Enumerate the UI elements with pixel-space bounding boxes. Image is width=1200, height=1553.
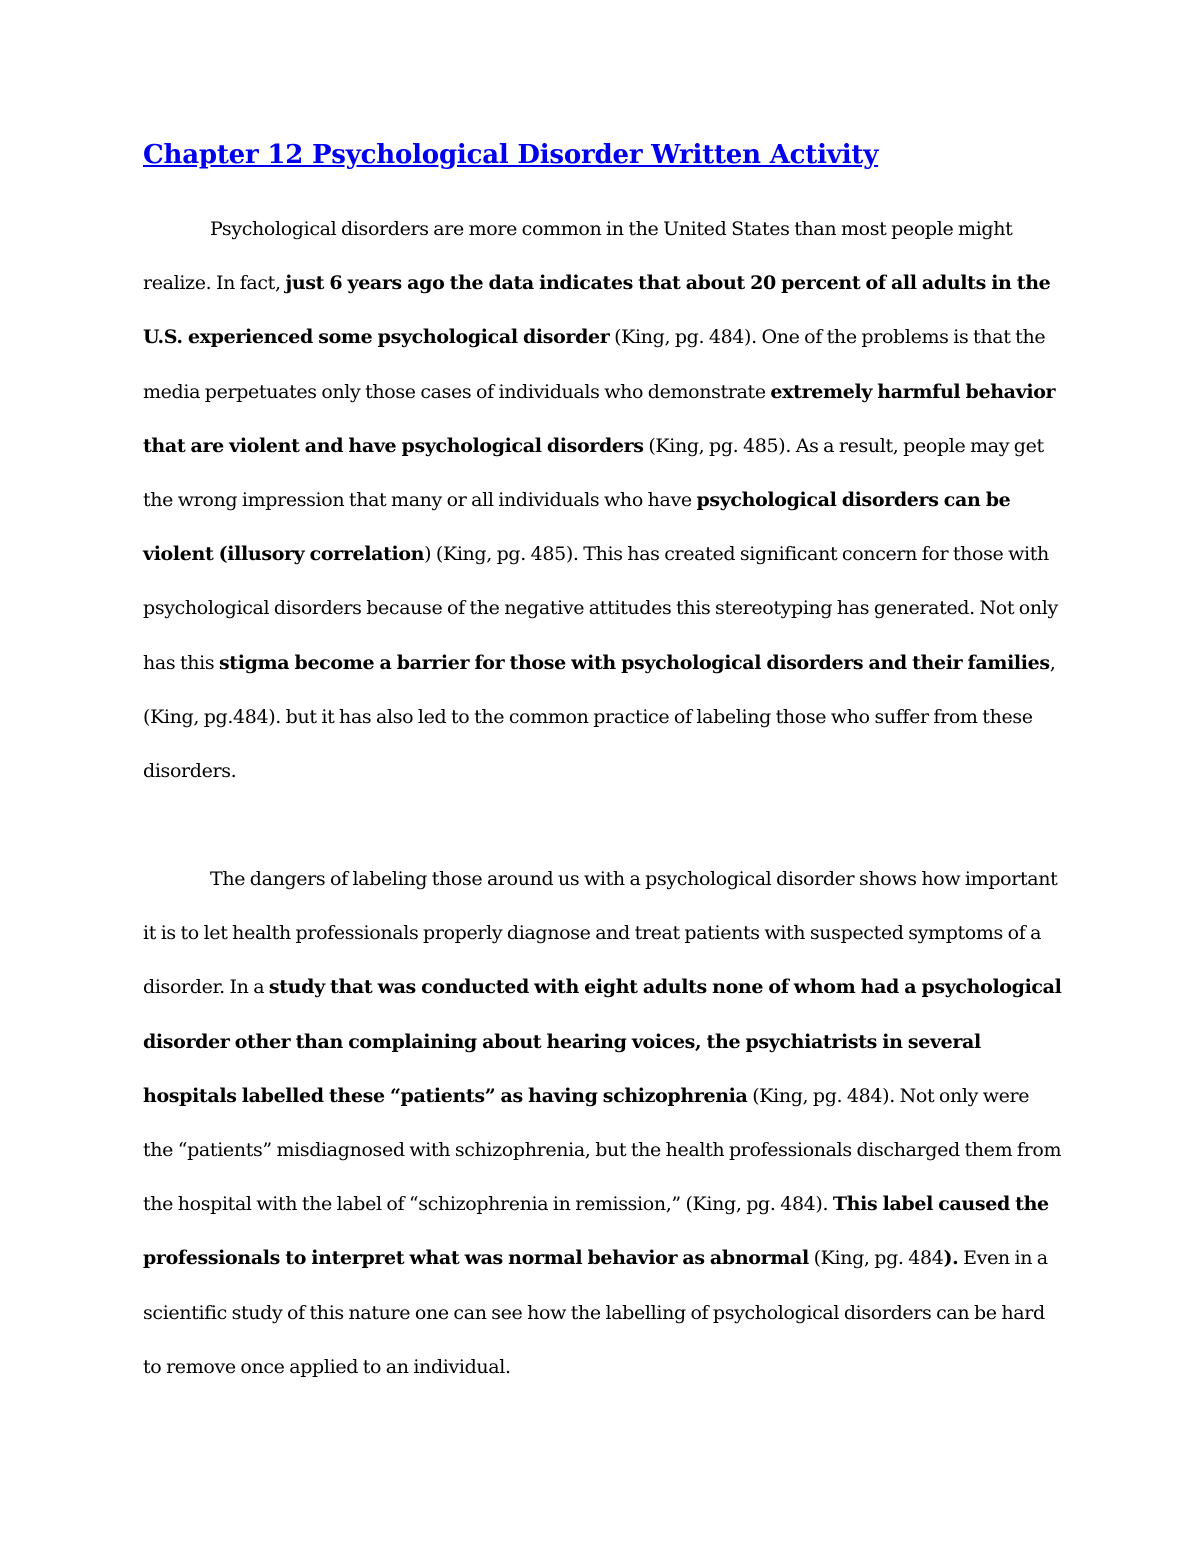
paragraph-1-text: (King, pg. 485). As a result, people may get the wrong impression that many or all individuals who have [143,434,1044,512]
paragraph-1-bold-text: extremely harmful behavior that are violent and have psychological disorders [143,380,1056,457]
paragraph-1-text: , (King, pg.484). but it has also led to the common practice of labeling those who suffer from these disorders. [143,651,1056,783]
document-title: Chapter 12 Psychological Disorder Written Activity [143,140,879,170]
paragraph-1-text: ) (King, pg. 485). This has created significant concern for those with psychological disorders because of the negative attitudes this stereotyping has generated. Not only has this [143,543,1058,674]
paragraph-2-bold-text: ). [943,1247,959,1270]
paragraph-1 [143,202,1063,798]
paragraph-2-text: The dangers of labeling those around us with a psychological disorder shows how important it is to let health professionals properly diagnose and treat patients with suspected symptoms of a disorder. In a [143,868,1058,999]
paragraph-1-text: (King, pg. 484). One of the problems is that the media perpetuates only those cases of individuals who demonstrate [143,326,1046,403]
paragraph-1-bold-text: stigma become a barrier for those with psychological disorders and their families [218,651,1050,674]
paragraph-2-text: (King, pg. 484 [808,1247,944,1270]
paragraph-1-bold-text: psychological disorders can be violent (illusory correlation [143,489,1011,566]
paragraph-1-text: Psychological disorders are more common in the United States than most people might realize. In fact, [143,218,1013,295]
paragraph-2-text: (King, pg. 484). Not only were the “patients” misdiagnosed with schizophrenia, but the health professionals discharged them from the hospital with the label of “schizophrenia in remission,” (King, pg. 484). [143,1084,1062,1216]
paragraph-2-bold-text: This label caused the professionals to interpret what was normal behavior as abnormal [143,1193,1049,1270]
paragraph-2 [143,852,1063,1394]
paragraph-2-text: Even in a scientific study of this nature one can see how the labelling of psychological disorders can be hard to remove once applied to an individual. [143,1247,1048,1378]
paragraph-2-bold-text: study that was conducted with eight adults none of whom had a psychological disorder other than complaining about hearing voices, the psychiatrists in several hospitals labelled these “patients” as having schizophrenia [143,976,1062,1107]
paragraph-1-bold-text: just 6 years ago the data indicates that about 20 percent of all adults in the U.S. experienced some psychological disorder [143,272,1051,349]
